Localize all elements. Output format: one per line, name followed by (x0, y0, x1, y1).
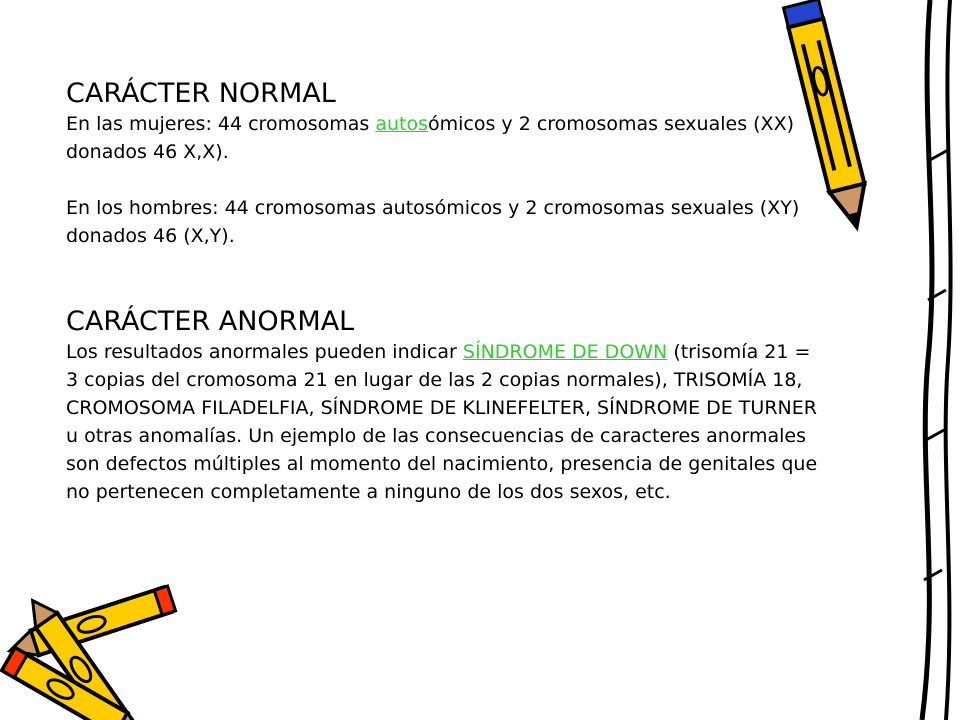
women-text-post: ómicos y 2 cromosomas sexuales (XX) donados 46 X,X). (66, 113, 794, 163)
abnormal-text-pre: Los resultados anormales pueden indicar (66, 341, 463, 363)
abnormal-text-post: (trisomía 21 = 3 copias del cromosoma 21 en lugar de las 2 copias normales), TRISOMÍA 18, CROMOSOMA FILADELFIA, SÍNDROME DE KLINEFELTER, SÍNDROME DE TURNER u otras anomalías. Un ejemplo de las consecuencias de caracteres anormales son defectos múltiples al momento del nacimiento, presencia de genitales que no pertenecen completamente a ninguno de los dos sexos, etc. (66, 341, 818, 503)
heading-normal: CARÁCTER NORMAL (66, 78, 336, 109)
pen-border-icon (860, 0, 960, 720)
down-syndrome-link[interactable]: SÍNDROME DE DOWN (462, 341, 668, 363)
crayons-bottom-left-icon (0, 580, 200, 720)
women-text-pre: En las mujeres: 44 cromosomas (66, 113, 376, 135)
slide-content (66, 78, 826, 506)
autosomicos-link[interactable]: autos (375, 113, 428, 135)
abnormal-paragraph (66, 338, 826, 506)
heading-abnormal: CARÁCTER ANORMAL (66, 306, 355, 337)
pencil-top-right-icon (790, 0, 870, 240)
men-paragraph: En los hombres: 44 cromosomas autosómicos y 2 cromosomas sexuales (XY) donados 46 (X,Y). (66, 197, 800, 247)
women-paragraph (66, 110, 826, 166)
